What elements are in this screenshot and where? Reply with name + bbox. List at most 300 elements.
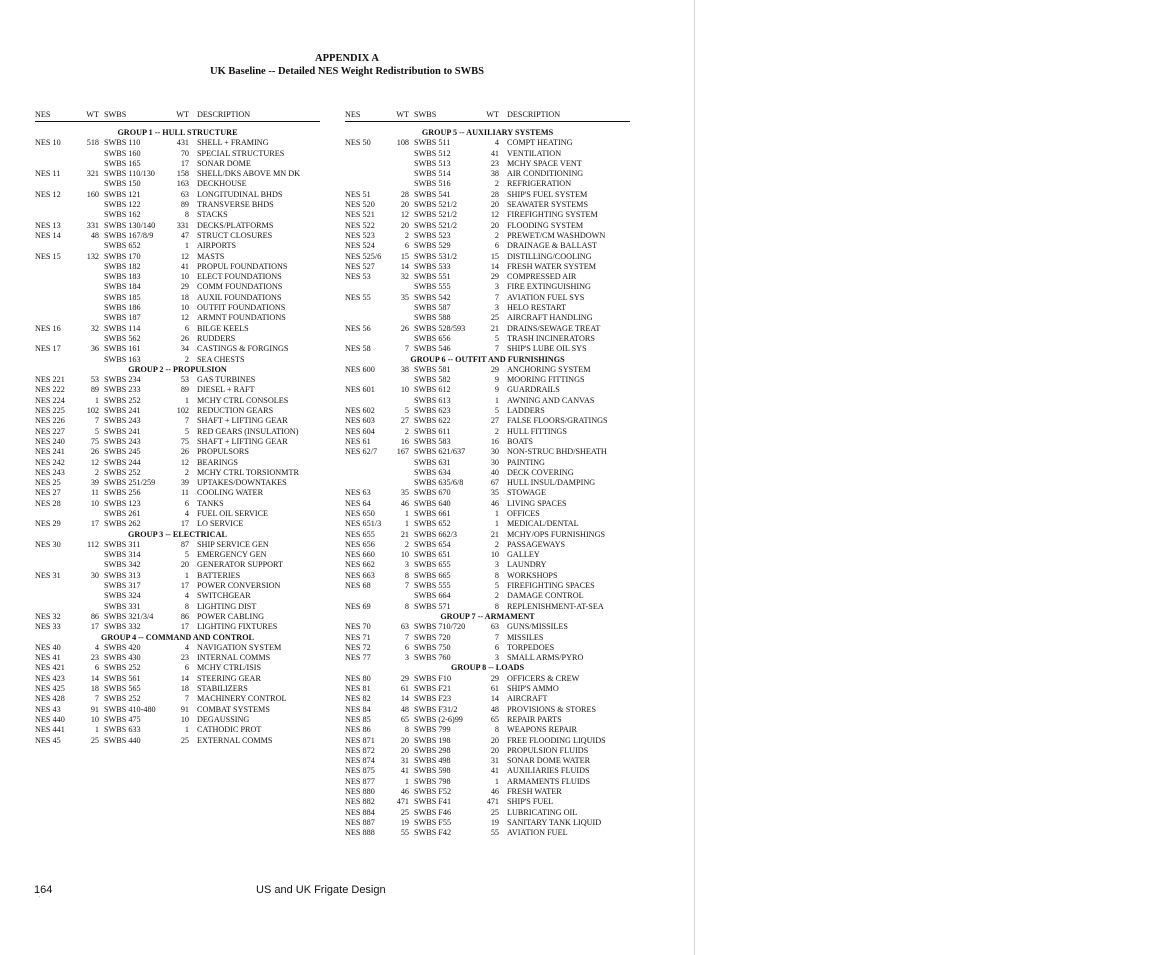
nes-cell: NES 524	[345, 241, 375, 251]
swbs-weight-cell: 29	[490, 364, 499, 374]
nes-cell: NES 440	[35, 714, 65, 724]
swbs-weight-cell: 29	[490, 673, 499, 683]
nes-cell: NES 882	[345, 797, 375, 807]
table-row	[345, 293, 630, 303]
swbs-cell: SWBS 234	[104, 375, 141, 385]
swbs-weight-cell: 7	[494, 632, 499, 642]
swbs-cell: SWBS 130/140	[104, 220, 156, 230]
description-cell: MACHINERY CONTROL	[197, 694, 287, 704]
swbs-cell: SWBS 651	[414, 550, 451, 560]
table-row	[345, 190, 630, 200]
table-row	[345, 385, 630, 395]
swbs-weight-cell: 41	[490, 148, 499, 158]
swbs-weight-cell: 27	[490, 416, 499, 426]
table-row	[35, 396, 320, 406]
swbs-weight-cell: 39	[180, 478, 189, 488]
table-row	[345, 684, 630, 694]
table-row	[35, 560, 320, 570]
table-row	[345, 777, 630, 787]
description-cell: CATHODIC PROT	[197, 725, 262, 735]
table-row	[345, 427, 630, 437]
nes-weight-cell: 89	[90, 385, 99, 395]
nes-weight-cell: 53	[90, 375, 99, 385]
nes-cell: NES 40	[35, 642, 61, 652]
swbs-cell: SWBS 311	[104, 539, 141, 549]
swbs-cell: SWBS 555	[414, 282, 451, 292]
swbs-weight-cell: 4	[184, 508, 189, 518]
swbs-weight-cell: 26	[180, 333, 189, 343]
description-cell: SEAWATER SYSTEMS	[507, 200, 588, 210]
swbs-weight-cell: 63	[180, 189, 189, 199]
nes-cell: NES 82	[345, 694, 371, 704]
swbs-cell: SWBS 561	[104, 673, 141, 683]
nes-cell: NES 55	[345, 292, 371, 302]
swbs-weight-cell: 331	[176, 220, 189, 230]
description-cell: SEA CHESTS	[197, 354, 245, 364]
nes-weight-cell: 20	[400, 745, 409, 755]
nes-weight-cell: 1	[404, 508, 409, 518]
group-heading: GROUP 6 -- OUTFIT AND FURNISHINGS	[410, 354, 565, 364]
nes-cell: NES 71	[345, 632, 371, 642]
table-row	[345, 519, 630, 529]
nes-weight-cell: 46	[400, 787, 409, 796]
table-row	[345, 303, 630, 313]
description-cell: BILGE KEELS	[197, 323, 249, 333]
swbs-weight-cell: 1	[184, 725, 189, 735]
description-cell: POWER CABLING	[197, 611, 265, 621]
swbs-weight-cell: 17	[180, 519, 189, 529]
nes-weight-cell: 38	[400, 364, 409, 374]
swbs-weight-cell: 2	[184, 467, 189, 477]
nes-weight-cell: 12	[400, 210, 409, 220]
swbs-weight-cell: 89	[180, 200, 189, 210]
header-nes: NES	[35, 110, 51, 119]
nes-weight-cell: 19	[400, 817, 409, 827]
nes-cell: NES 86	[345, 725, 371, 735]
nes-cell: NES 69	[345, 601, 371, 611]
swbs-weight-cell: 26	[180, 447, 189, 457]
description-cell: STACKS	[197, 210, 228, 220]
description-cell: NAVIGATION SYSTEM	[197, 642, 282, 652]
description-cell: AIR CONDITIONING	[507, 169, 584, 179]
swbs-weight-cell: 25	[490, 807, 499, 817]
swbs-weight-cell: 34	[180, 344, 189, 354]
description-cell: PROPUL FOUNDATIONS	[197, 261, 288, 271]
table-row	[345, 725, 630, 735]
swbs-weight-cell: 55	[490, 828, 499, 838]
description-cell: HELO RESTART	[507, 303, 567, 313]
swbs-cell: SWBS 184	[104, 282, 141, 292]
nes-cell: NES 15	[35, 251, 61, 261]
nes-cell: NES 428	[35, 694, 65, 704]
table-row	[35, 663, 320, 673]
nes-weight-cell: 17	[90, 519, 99, 529]
header-description: DESCRIPTION	[507, 110, 561, 119]
description-cell: FIREFIGHTING SYSTEM	[507, 210, 598, 220]
swbs-cell: SWBS 163	[104, 354, 141, 364]
group-heading: GROUP 7 -- ARMAMENT	[440, 611, 535, 621]
nes-weight-cell: 65	[400, 714, 409, 724]
table-row	[35, 262, 320, 272]
nes-cell: NES 14	[35, 230, 61, 240]
swbs-cell: SWBS 582	[414, 375, 451, 385]
nes-weight-cell: 46	[400, 498, 409, 508]
table-row	[345, 313, 630, 323]
table-row	[345, 272, 630, 282]
swbs-weight-cell: 14	[490, 261, 499, 271]
table-row	[35, 231, 320, 241]
description-cell: POWER CONVERSION	[197, 581, 281, 591]
nes-cell: NES 875	[345, 766, 375, 776]
nes-weight-cell: 25	[90, 735, 99, 745]
nes-weight-cell: 10	[400, 385, 409, 395]
description-cell: TRASH INCINERATORS	[507, 333, 595, 343]
nes-cell: NES 58	[345, 344, 371, 354]
table-row	[35, 705, 320, 715]
nes-weight-cell: 7	[94, 694, 99, 704]
nes-cell: NES 61	[345, 436, 371, 446]
nes-cell: NES 27	[35, 488, 61, 498]
swbs-weight-cell: 5	[184, 426, 189, 436]
nes-weight-cell: 31	[400, 756, 409, 766]
swbs-cell: SWBS 251/259	[104, 478, 156, 488]
swbs-weight-cell: 5	[184, 550, 189, 560]
header-swbs: SWBS	[104, 110, 127, 119]
description-cell: REPLENISHMENT-AT-SEA	[507, 601, 604, 611]
table-header	[35, 107, 320, 122]
table-row	[35, 684, 320, 694]
table-row	[345, 344, 630, 354]
book-title: US and UK Frigate Design	[256, 884, 386, 896]
table-row	[35, 694, 320, 704]
table-row	[35, 725, 320, 735]
nes-weight-cell: 14	[400, 261, 409, 271]
swbs-cell: SWBS 121	[104, 189, 141, 199]
right-table	[345, 107, 630, 838]
table-row	[35, 736, 320, 746]
swbs-cell: SWBS 546	[414, 344, 451, 354]
table-row	[345, 282, 630, 292]
nes-cell: NES 888	[345, 828, 375, 838]
swbs-weight-cell: 1	[184, 570, 189, 580]
nes-weight-cell: 35	[400, 488, 409, 498]
nes-cell: NES 872	[345, 745, 375, 755]
swbs-weight-cell: 61	[490, 684, 499, 694]
swbs-cell: SWBS 430	[104, 653, 141, 663]
description-cell: MASTS	[197, 251, 225, 261]
swbs-weight-cell: 20	[490, 745, 499, 755]
swbs-weight-cell: 35	[490, 488, 499, 498]
table-row	[35, 149, 320, 159]
description-cell: BATTERIES	[197, 570, 241, 580]
swbs-cell: SWBS 720	[414, 632, 451, 642]
swbs-weight-cell: 63	[490, 622, 499, 632]
nes-weight-cell: 55	[400, 828, 409, 838]
nes-weight-cell: 23	[90, 653, 99, 663]
nes-cell: NES 222	[35, 385, 65, 395]
description-cell: WORKSHOPS	[507, 570, 558, 580]
swbs-cell: SWBS 162	[104, 210, 141, 220]
table-row	[35, 252, 320, 262]
nes-cell: NES 241	[35, 447, 65, 457]
nes-weight-cell: 75	[90, 436, 99, 446]
description-cell: MEDICAL/DENTAL	[507, 519, 579, 529]
swbs-cell: SWBS 571	[414, 601, 451, 611]
nes-cell: NES 226	[35, 416, 65, 426]
swbs-cell: SWBS 640	[414, 498, 451, 508]
swbs-cell: SWBS 652	[414, 519, 451, 529]
blank-facing-page	[695, 0, 1152, 955]
swbs-cell: SWBS 623	[414, 406, 451, 416]
table-row	[35, 540, 320, 550]
nes-weight-cell: 17	[90, 622, 99, 632]
swbs-weight-cell: 2	[494, 230, 499, 240]
description-cell: MCHY CTRL CONSOLES	[197, 395, 289, 405]
nes-cell: NES 81	[345, 684, 371, 694]
group-heading: GROUP 1 -- HULL STRUCTURE	[117, 128, 238, 137]
swbs-weight-cell: 10	[180, 303, 189, 313]
swbs-weight-cell: 9	[494, 375, 499, 385]
swbs-weight-cell: 17	[180, 158, 189, 168]
nes-weight-cell: 35	[400, 292, 409, 302]
table-row	[345, 653, 630, 663]
swbs-cell: SWBS 583	[414, 436, 451, 446]
nes-weight-cell: 25	[400, 807, 409, 817]
swbs-cell: SWBS 611	[414, 426, 451, 436]
table-row	[35, 468, 320, 478]
swbs-cell: SWBS 587	[414, 303, 451, 313]
swbs-cell: SWBS F46	[414, 807, 452, 817]
nes-weight-cell: 2	[404, 230, 409, 240]
nes-weight-cell: 3	[404, 653, 409, 663]
description-cell: STRUCT CLOSURES	[197, 230, 273, 240]
swbs-cell: SWBS 187	[104, 313, 141, 323]
description-cell: LUBRICATING OIL	[507, 807, 578, 817]
table-row	[345, 447, 630, 457]
swbs-cell: SWBS 186	[104, 303, 141, 313]
description-cell: MISSILES	[507, 632, 544, 642]
nes-cell: NES 221	[35, 375, 65, 385]
description-cell: SONAR DOME	[197, 158, 251, 168]
table-row	[345, 334, 630, 344]
table-row	[35, 447, 320, 457]
nes-cell: NES 240	[35, 436, 65, 446]
table-row	[345, 221, 630, 231]
swbs-weight-cell: 8	[494, 570, 499, 580]
description-cell: BEARINGS	[197, 457, 238, 467]
description-cell: HULL FITTINGS	[507, 426, 567, 436]
header-nes: NES	[345, 110, 361, 119]
description-cell: ARMAMENTS FLUIDS	[507, 776, 591, 786]
swbs-cell: SWBS (2-6)99	[414, 714, 463, 724]
table-row	[35, 159, 320, 169]
description-cell: CASTINGS & FORGINGS	[197, 344, 289, 354]
description-cell: SHIP SERVICE GEN	[197, 539, 269, 549]
nes-weight-cell: 2	[404, 539, 409, 549]
description-cell: RUDDERS	[197, 333, 236, 343]
description-cell: SHAFT + LIFTING GEAR	[197, 416, 288, 426]
description-cell: SPECIAL STRUCTURES	[197, 148, 285, 158]
description-cell: DIESEL + RAFT	[197, 385, 255, 395]
nes-cell: NES 32	[35, 611, 61, 621]
nes-cell: NES 655	[345, 529, 375, 539]
swbs-weight-cell: 5	[494, 333, 499, 343]
swbs-weight-cell: 12	[490, 210, 499, 220]
swbs-cell: SWBS 114	[104, 323, 141, 333]
nes-weight-cell: 1	[94, 725, 99, 735]
swbs-cell: SWBS 233	[104, 385, 141, 395]
table-row	[345, 622, 630, 632]
table-row	[35, 499, 320, 509]
nes-weight-cell: 331	[86, 220, 99, 230]
nes-weight-cell: 21	[400, 529, 409, 539]
swbs-cell: SWBS 332	[104, 622, 141, 632]
swbs-cell: SWBS 313	[104, 570, 141, 580]
page-mark: ´	[38, 895, 41, 904]
swbs-cell: SWBS 656	[414, 333, 451, 343]
swbs-cell: SWBS 551	[414, 272, 451, 282]
description-cell: REFRIGERATION	[507, 179, 572, 189]
description-cell: FRESH WATER SYSTEM	[507, 261, 597, 271]
swbs-weight-cell: 21	[490, 529, 499, 539]
table-row	[345, 200, 630, 210]
swbs-cell: SWBS 252	[104, 395, 141, 405]
nes-cell: NES 880	[345, 787, 375, 796]
table-row	[35, 509, 320, 519]
swbs-weight-cell: 46	[490, 787, 499, 796]
swbs-cell: SWBS 122	[104, 200, 141, 210]
left-table	[35, 107, 320, 746]
nes-cell: NES 243	[35, 467, 65, 477]
swbs-cell: SWBS 256	[104, 488, 141, 498]
table-row	[35, 241, 320, 251]
table-row	[35, 550, 320, 560]
nes-weight-cell: 167	[396, 447, 409, 457]
description-cell: SHIP'S LUBE OIL SYS	[507, 344, 587, 354]
nes-weight-cell: 7	[94, 416, 99, 426]
description-cell: SHIP'S FUEL SYSTEM	[507, 189, 588, 199]
nes-cell: NES 242	[35, 457, 65, 467]
table-row	[35, 437, 320, 447]
table-row	[345, 159, 630, 169]
swbs-weight-cell: 471	[486, 797, 499, 807]
group-heading: GROUP 4 -- COMMAND AND CONTROL	[100, 632, 255, 642]
table-row	[35, 344, 320, 354]
swbs-cell: SWBS 252	[104, 663, 141, 673]
nes-cell: NES 31	[35, 570, 61, 580]
swbs-cell: SWBS 521/2	[414, 210, 457, 220]
swbs-cell: SWBS F21	[414, 684, 452, 694]
description-cell: TORPEDOES	[507, 642, 555, 652]
nes-cell: NES 50	[345, 138, 371, 148]
swbs-weight-cell: 14	[180, 673, 189, 683]
nes-cell: NES 421	[35, 663, 65, 673]
table-row	[35, 179, 320, 189]
description-cell: GUARDRAILS	[507, 385, 560, 395]
swbs-weight-cell: 8	[184, 601, 189, 611]
swbs-cell: SWBS 324	[104, 591, 141, 601]
nes-cell: NES 650	[345, 508, 375, 518]
swbs-cell: SWBS 314	[104, 550, 141, 560]
swbs-weight-cell: 20	[490, 200, 499, 210]
swbs-weight-cell: 1	[494, 519, 499, 529]
description-cell: FLOODING SYSTEM	[507, 220, 584, 230]
nes-weight-cell: 18	[90, 684, 99, 694]
table-row	[345, 560, 630, 570]
nes-cell: NES 522	[345, 220, 375, 230]
swbs-cell: SWBS 123	[104, 498, 141, 508]
nes-cell: NES 84	[345, 704, 371, 714]
table-header	[345, 107, 630, 122]
swbs-cell: SWBS 529	[414, 241, 451, 251]
table-row	[345, 478, 630, 488]
swbs-weight-cell: 1	[494, 508, 499, 518]
swbs-cell: SWBS 321/3/4	[104, 611, 154, 621]
nes-cell: NES 525/6	[345, 251, 382, 261]
description-cell: EMERGENCY GEN	[197, 550, 267, 560]
nes-weight-cell: 15	[400, 251, 409, 261]
swbs-cell: SWBS 198	[414, 735, 451, 745]
description-cell: SHELL + FRAMING	[197, 138, 269, 148]
table-row	[345, 591, 630, 601]
nes-cell: NES 884	[345, 807, 375, 817]
nes-cell: NES 80	[345, 673, 371, 683]
table-row	[345, 808, 630, 818]
table-row	[345, 530, 630, 540]
description-cell: LADDERS	[507, 406, 545, 416]
table-row	[35, 169, 320, 179]
swbs-cell: SWBS 521/2	[414, 200, 457, 210]
description-cell: AUXIL FOUNDATIONS	[197, 292, 282, 302]
table-row	[35, 324, 320, 334]
swbs-cell: SWBS 440	[104, 735, 141, 745]
swbs-cell: SWBS 798	[414, 776, 451, 786]
nes-weight-cell: 32	[90, 323, 99, 333]
description-cell: DRAINS/SEWAGE TREAT	[507, 323, 601, 333]
swbs-weight-cell: 2	[184, 354, 189, 364]
table-row	[345, 818, 630, 828]
swbs-weight-cell: 5	[494, 406, 499, 416]
nes-weight-cell: 8	[404, 725, 409, 735]
nes-weight-cell: 3	[404, 560, 409, 570]
description-cell: FIRE EXTINGUISHING	[507, 282, 591, 292]
table-row	[345, 210, 630, 220]
table-row	[35, 221, 320, 231]
nes-weight-cell: 5	[404, 406, 409, 416]
description-cell: MCHY/OPS FURNISHINGS	[507, 529, 606, 539]
description-cell: LONGITUDINAL BHDS	[197, 189, 283, 199]
swbs-weight-cell: 3	[494, 282, 499, 292]
swbs-weight-cell: 7	[184, 416, 189, 426]
nes-weight-cell: 91	[90, 704, 99, 714]
nes-weight-cell: 10	[400, 550, 409, 560]
nes-cell: NES 12	[35, 189, 61, 199]
description-cell: RED GEARS (INSULATION)	[197, 426, 299, 436]
description-cell: PROPULSION FLUIDS	[507, 745, 589, 755]
swbs-cell: SWBS 183	[104, 272, 141, 282]
swbs-weight-cell: 102	[176, 406, 189, 416]
description-cell: HULL INSUL/DAMPING	[507, 478, 596, 488]
nes-weight-cell: 108	[396, 138, 409, 148]
swbs-weight-cell: 41	[180, 261, 189, 271]
table-row	[345, 437, 630, 447]
swbs-weight-cell: 29	[180, 282, 189, 292]
table-row	[35, 190, 320, 200]
swbs-weight-cell: 158	[176, 169, 189, 179]
swbs-weight-cell: 3	[494, 560, 499, 570]
swbs-cell: SWBS 420	[104, 642, 141, 652]
table-row	[35, 458, 320, 468]
